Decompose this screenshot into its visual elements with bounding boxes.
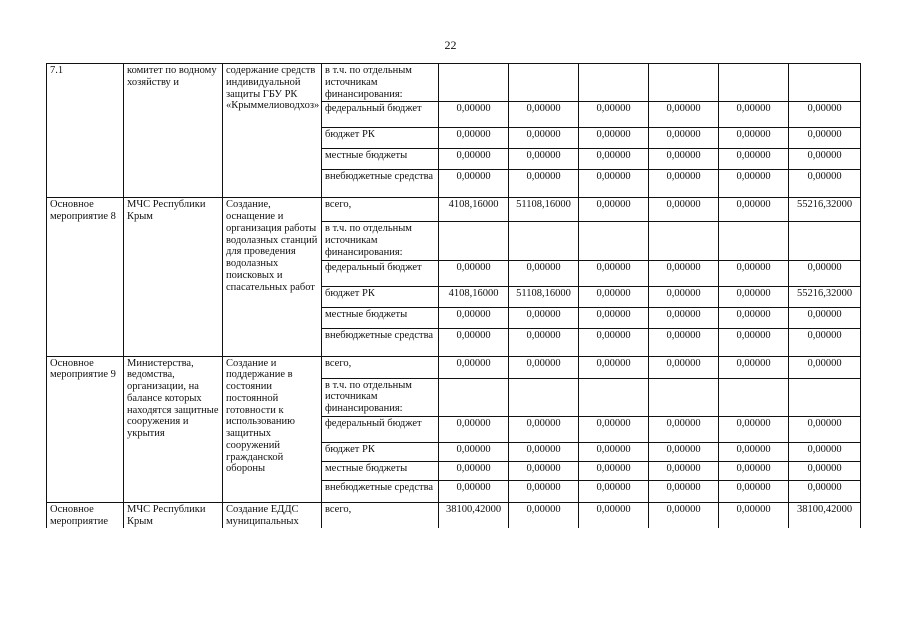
funding-source-label: всего, — [322, 502, 439, 528]
amount-cell: 0,00000 — [649, 198, 719, 222]
amount-cell — [439, 222, 509, 260]
amount-cell: 55216,32000 — [789, 286, 861, 307]
amount-cell: 0,00000 — [439, 102, 509, 128]
amount-cell: 0,00000 — [579, 442, 649, 461]
amount-cell: 0,00000 — [509, 416, 579, 442]
amount-cell: 0,00000 — [439, 480, 509, 502]
amount-cell — [649, 64, 719, 102]
amount-cell: 0,00000 — [509, 461, 579, 480]
amount-cell: 0,00000 — [719, 286, 789, 307]
amount-cell: 0,00000 — [579, 260, 649, 286]
amount-cell — [789, 378, 861, 416]
amount-cell: 0,00000 — [649, 480, 719, 502]
funding-source-label: внебюджетные средства — [322, 328, 439, 356]
amount-cell: 0,00000 — [509, 170, 579, 198]
amount-cell: 0,00000 — [439, 170, 509, 198]
amount-cell: 0,00000 — [789, 356, 861, 378]
amount-cell: 0,00000 — [509, 128, 579, 149]
measure-code: Основное мероприятие — [47, 502, 124, 528]
amount-cell: 0,00000 — [649, 102, 719, 128]
amount-cell: 0,00000 — [509, 356, 579, 378]
measure-code: 7.1 — [47, 64, 124, 198]
amount-cell: 55216,32000 — [789, 198, 861, 222]
funding-source-label: бюджет РК — [322, 128, 439, 149]
amount-cell: 0,00000 — [789, 149, 861, 170]
amount-cell: 0,00000 — [719, 307, 789, 328]
amount-cell: 0,00000 — [649, 328, 719, 356]
amount-cell: 0,00000 — [509, 442, 579, 461]
amount-cell: 0,00000 — [579, 102, 649, 128]
amount-cell: 0,00000 — [439, 128, 509, 149]
table-row — [47, 64, 861, 102]
executor-name: комитет по водному хозяйству и — [124, 64, 223, 198]
amount-cell: 0,00000 — [439, 307, 509, 328]
executor-name: МЧС Республики Крым — [124, 502, 223, 528]
amount-cell: 0,00000 — [579, 416, 649, 442]
amount-cell: 0,00000 — [649, 461, 719, 480]
amount-cell: 0,00000 — [579, 328, 649, 356]
funding-source-label: местные бюджеты — [322, 461, 439, 480]
amount-cell: 0,00000 — [439, 149, 509, 170]
amount-cell — [649, 222, 719, 260]
amount-cell: 38100,42000 — [439, 502, 509, 528]
amount-cell: 0,00000 — [509, 502, 579, 528]
amount-cell: 0,00000 — [789, 307, 861, 328]
amount-cell: 0,00000 — [509, 480, 579, 502]
amount-cell: 0,00000 — [649, 260, 719, 286]
amount-cell: 0,00000 — [649, 128, 719, 149]
amount-cell — [509, 378, 579, 416]
amount-cell: 4108,16000 — [439, 286, 509, 307]
amount-cell: 0,00000 — [789, 260, 861, 286]
amount-cell: 0,00000 — [439, 416, 509, 442]
amount-cell: 0,00000 — [579, 307, 649, 328]
amount-cell — [719, 378, 789, 416]
amount-cell: 4108,16000 — [439, 198, 509, 222]
amount-cell: 0,00000 — [719, 170, 789, 198]
measure-description: Создание, оснащение и организация работы водолазных станций для проведения водолазных поисковых и спасательных работ — [223, 198, 322, 356]
amount-cell: 0,00000 — [649, 502, 719, 528]
funding-source-label: в т.ч. по отдельным источникам финансирования: — [322, 64, 439, 102]
amount-cell: 51108,16000 — [509, 198, 579, 222]
measure-code: Основное мероприятие 9 — [47, 356, 124, 502]
funding-source-label: внебюджетные средства — [322, 170, 439, 198]
amount-cell — [579, 64, 649, 102]
table-row — [47, 356, 861, 378]
measure-description: Создание и поддержание в состоянии постоянной готовности к использованию защитных сооружений гражданской обороны — [223, 356, 322, 502]
amount-cell: 0,00000 — [719, 502, 789, 528]
amount-cell: 0,00000 — [579, 286, 649, 307]
funding-source-label: в т.ч. по отдельным источникам финансирования: — [322, 378, 439, 416]
measure-description: Создание ЕДДС муниципальных — [223, 502, 322, 528]
amount-cell: 0,00000 — [719, 480, 789, 502]
amount-cell — [439, 64, 509, 102]
funding-source-label: всего, — [322, 198, 439, 222]
amount-cell: 0,00000 — [579, 356, 649, 378]
amount-cell: 0,00000 — [509, 260, 579, 286]
table-row — [47, 198, 861, 222]
amount-cell: 0,00000 — [439, 260, 509, 286]
table-row — [47, 502, 861, 528]
amount-cell — [719, 64, 789, 102]
amount-cell: 0,00000 — [719, 328, 789, 356]
amount-cell: 0,00000 — [789, 102, 861, 128]
amount-cell: 0,00000 — [579, 461, 649, 480]
amount-cell: 0,00000 — [789, 480, 861, 502]
amount-cell: 0,00000 — [719, 128, 789, 149]
amount-cell: 0,00000 — [789, 416, 861, 442]
executor-name: МЧС Республики Крым — [124, 198, 223, 356]
amount-cell: 0,00000 — [789, 128, 861, 149]
page-number: 22 — [444, 38, 457, 52]
amount-cell — [789, 64, 861, 102]
amount-cell: 0,00000 — [579, 198, 649, 222]
amount-cell: 51108,16000 — [509, 286, 579, 307]
amount-cell: 0,00000 — [579, 502, 649, 528]
amount-cell: 0,00000 — [719, 102, 789, 128]
amount-cell: 0,00000 — [509, 328, 579, 356]
amount-cell: 0,00000 — [509, 149, 579, 170]
amount-cell: 0,00000 — [719, 416, 789, 442]
funding-source-label: бюджет РК — [322, 442, 439, 461]
amount-cell — [579, 378, 649, 416]
amount-cell: 0,00000 — [439, 461, 509, 480]
amount-cell: 0,00000 — [649, 149, 719, 170]
executor-name: Министерства, ведомства, организации, на балансе которых находятся защитные сооружения и укрытия — [124, 356, 223, 502]
amount-cell: 0,00000 — [579, 170, 649, 198]
amount-cell: 38100,42000 — [789, 502, 861, 528]
amount-cell: 0,00000 — [719, 149, 789, 170]
amount-cell — [509, 222, 579, 260]
funding-source-label: местные бюджеты — [322, 149, 439, 170]
financing-table — [46, 63, 861, 528]
funding-source-label: федеральный бюджет — [322, 102, 439, 128]
amount-cell — [439, 378, 509, 416]
funding-source-label: местные бюджеты — [322, 307, 439, 328]
amount-cell: 0,00000 — [719, 461, 789, 480]
funding-source-label: всего, — [322, 356, 439, 378]
funding-source-label: федеральный бюджет — [322, 260, 439, 286]
amount-cell: 0,00000 — [439, 442, 509, 461]
amount-cell: 0,00000 — [789, 328, 861, 356]
amount-cell — [789, 222, 861, 260]
amount-cell — [579, 222, 649, 260]
amount-cell: 0,00000 — [719, 198, 789, 222]
amount-cell: 0,00000 — [649, 307, 719, 328]
funding-source-label: в т.ч. по отдельным источникам финансирования: — [322, 222, 439, 260]
amount-cell — [509, 64, 579, 102]
funding-source-label: федеральный бюджет — [322, 416, 439, 442]
funding-source-label: внебюджетные средства — [322, 480, 439, 502]
amount-cell: 0,00000 — [649, 442, 719, 461]
amount-cell: 0,00000 — [509, 102, 579, 128]
amount-cell: 0,00000 — [719, 260, 789, 286]
amount-cell: 0,00000 — [439, 356, 509, 378]
amount-cell: 0,00000 — [579, 480, 649, 502]
measure-description: содержание средств индивидуальной защиты ГБУ РК «Крыммелиоводхоз» — [223, 64, 322, 198]
amount-cell: 0,00000 — [789, 442, 861, 461]
amount-cell — [719, 222, 789, 260]
amount-cell: 0,00000 — [719, 442, 789, 461]
amount-cell: 0,00000 — [579, 149, 649, 170]
amount-cell: 0,00000 — [649, 170, 719, 198]
amount-cell: 0,00000 — [649, 356, 719, 378]
amount-cell: 0,00000 — [719, 356, 789, 378]
amount-cell: 0,00000 — [649, 416, 719, 442]
amount-cell: 0,00000 — [789, 170, 861, 198]
amount-cell: 0,00000 — [509, 307, 579, 328]
amount-cell: 0,00000 — [579, 128, 649, 149]
measure-code: Основное мероприятие 8 — [47, 198, 124, 356]
amount-cell: 0,00000 — [439, 328, 509, 356]
amount-cell — [649, 378, 719, 416]
funding-source-label: бюджет РК — [322, 286, 439, 307]
amount-cell: 0,00000 — [789, 461, 861, 480]
amount-cell: 0,00000 — [649, 286, 719, 307]
